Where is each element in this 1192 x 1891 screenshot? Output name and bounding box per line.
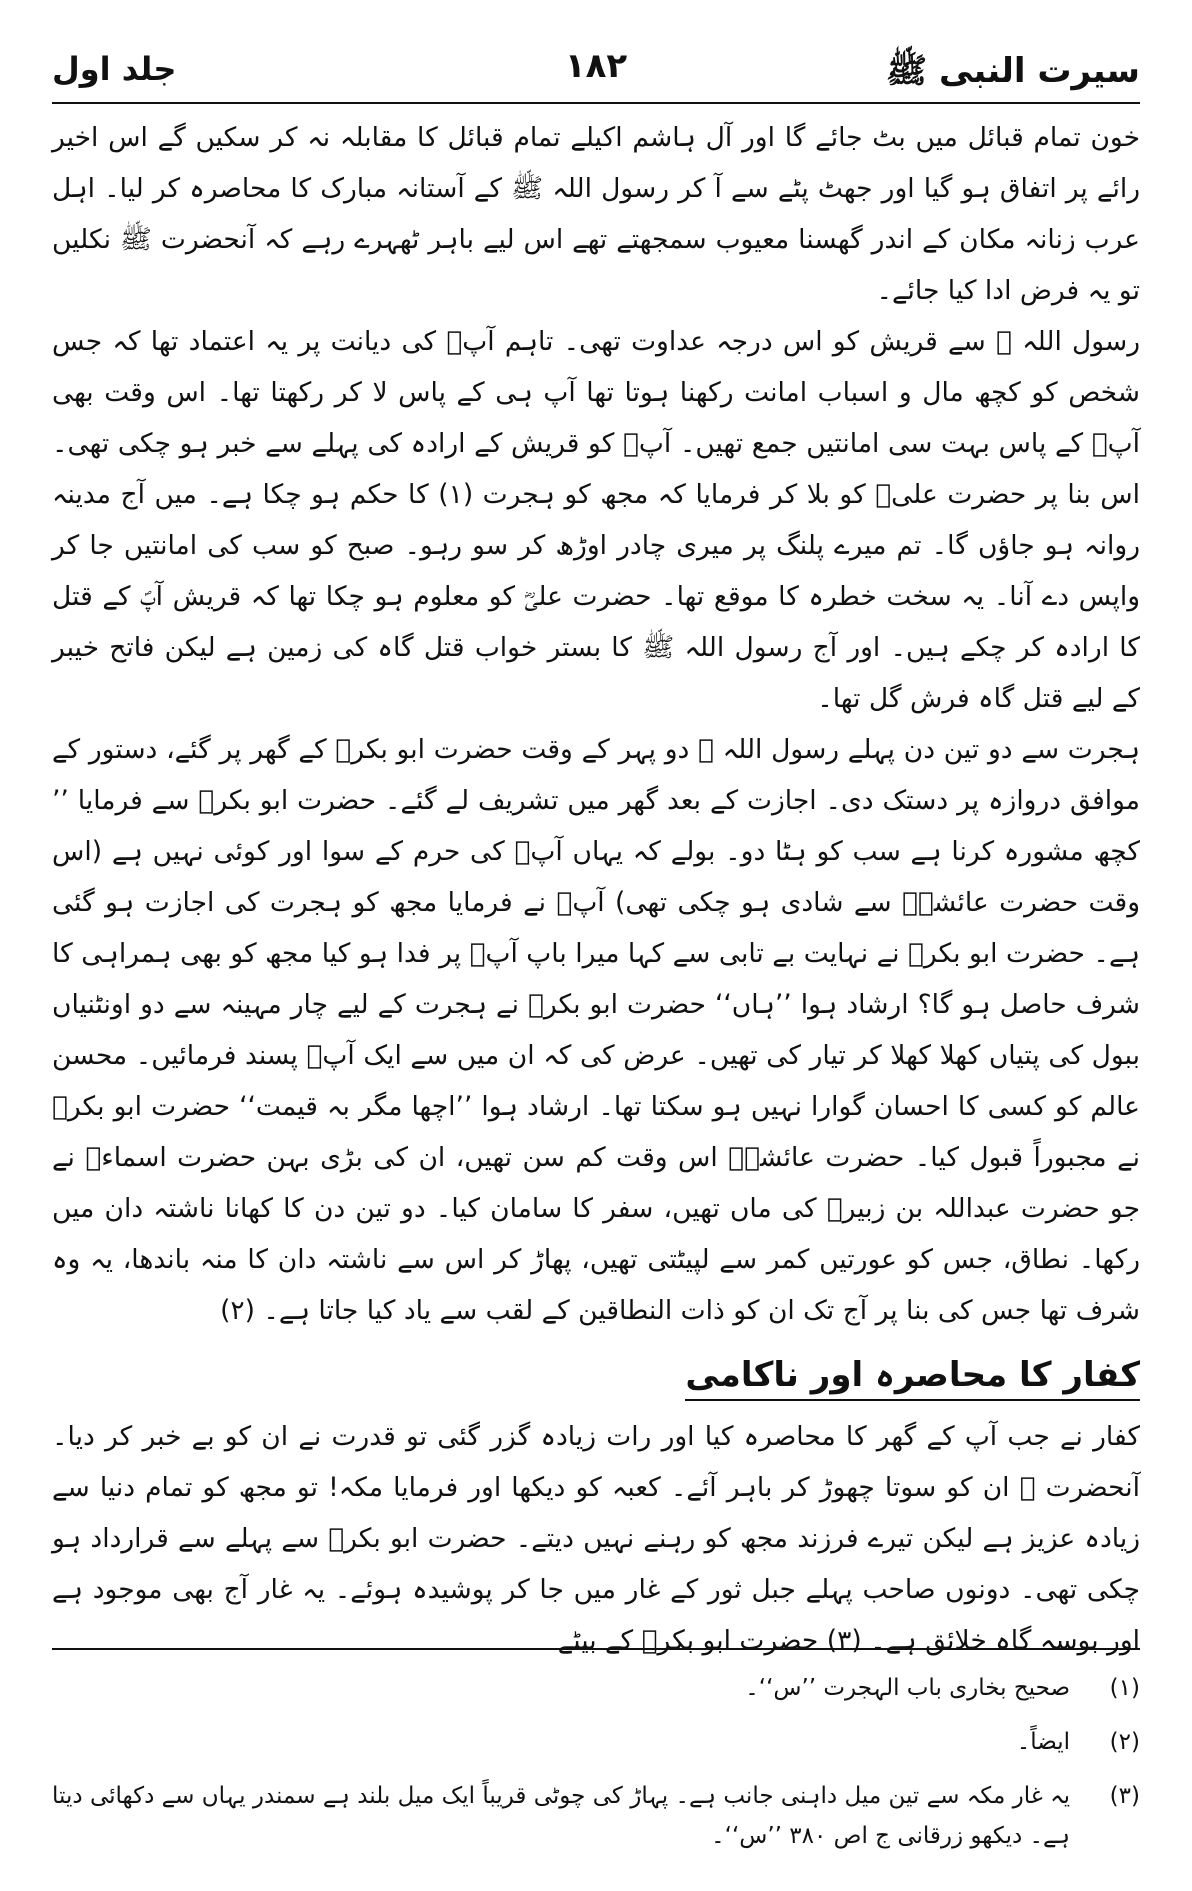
paragraph-2: رسول اللہ ﷺ سے قریش کو اس درجہ عداوت تھی۔ تاہم آپؐ کی دیانت پر یہ اعتماد تھا کہ جس شخص کو کچھ مال و اسباب امانت رکھنا ہوتا تھا آپ ہی کے پاس لا کر رکھتا تھا۔ اس وقت بھی آپؐ کے پاس بہت سی امانتیں جمع تھیں۔ آپؐ کو قریش کے ارادہ کی پہلے سے خبر ہو چکی تھی۔ اس بنا پر حضرت علیؓ کو بلا کر فرمایا کہ مجھ کو ہجرت (۱) کا حکم ہو چکا ہے۔ میں آج مدینہ روانہ ہو جاؤں گا۔ تم میرے پلنگ پر میری چادر اوڑھ کر سو رہو۔ صبح کو سب کی امانتیں جا کر واپس دے آنا۔ یہ سخت خطرہ کا موقع تھا۔ حضرت علیؓ کو معلوم ہو چکا تھا کہ قریش آپؐ کے قتل کا ارادہ کر چکے ہیں۔ اور آج رسول اللہ ﷺ کا بستر خواب قتل گاہ کی زمین ہے لیکن فاتح خیبر کے لیے قتل گاہ فرش گل تھا۔	[52, 326, 1141, 714]
page-number: ۱۸۲	[564, 46, 628, 86]
footnote-2	[52, 1722, 1140, 1762]
section-paragraph: کفار نے جب آپ کے گھر کا محاصرہ کیا اور رات زیادہ گزر گئی تو قدرت نے ان کو بے خبر کر دیا۔ آنحضرت ﷺ ان کو سوتا چھوڑ کر باہر آئے۔ کعبہ کو دیکھا اور فرمایا مکہ! تو مجھ کو تمام دنیا سے زیادہ عزیز ہے لیکن تیرے فرزند مجھ کو رہنے نہیں دیتے۔ حضرت ابو بکرؓ سے پہلے سے قرارداد ہو چکی تھی۔ دونوں صاحب پہلے جبل ثور کے غار میں جا کر پوشیدہ ہوئے۔ یہ غار آج بھی موجود ہے اور بوسہ گاہ خلائق ہے۔ (۳) حضرت ابو بکرؓ کے بیٹے	[52, 1421, 1140, 1656]
main-text	[52, 112, 1140, 1666]
footnote-1	[52, 1668, 1140, 1708]
footnotes	[52, 1668, 1140, 1870]
footnote-text: یہ غار مکہ سے تین میل داہنی جانب ہے۔ پہاڑ کی چوٹی قریباً ایک میل بلند ہے سمندر یہاں سے دکھائی دیتا ہے۔ دیکھو زرقانی ج اص ۳۸۰ ’’س‘‘۔	[52, 1783, 1070, 1849]
footnote-number: (۳)	[1109, 1783, 1140, 1809]
volume-label: جلد اول	[52, 50, 177, 88]
footnote-number: (۲)	[1109, 1729, 1140, 1755]
footnote-text: ایضاً۔	[1016, 1729, 1070, 1755]
page-header	[52, 44, 1140, 104]
section-heading-wrap	[52, 1354, 1140, 1401]
paragraph-1: خون تمام قبائل میں بٹ جائے گا اور آل ہاشم اکیلے تمام قبائل کا مقابلہ نہ کر سکیں گے اس اخیر رائے پر اتفاق ہو گیا اور جھٹ پٹے سے آ کر رسول اللہ ﷺ کے آستانہ مبارک کا محاصرہ کر لیا۔ اہل عرب زنانہ مکان کے اندر گھسنا معیوب سمجھتے تھے اس لیے باہر ٹھہرے رہے کہ آنحضرت ﷺ نکلیں تو یہ فرض ادا کیا جائے۔	[52, 122, 1140, 306]
footnote-number: (۱)	[1109, 1675, 1140, 1701]
paragraph-3: ہجرت سے دو تین دن پہلے رسول اللہ ﷺ دو پہر کے وقت حضرت ابو بکرؓ کے گھر پر گئے، دستور کے موافق دروازہ پر دستک دی۔ اجازت کے بعد گھر میں تشریف لے گئے۔ حضرت ابو بکرؓ سے فرمایا ’’ کچھ مشورہ کرنا ہے سب کو ہٹا دو۔ بولے کہ یہاں آپؐ کی حرم کے سوا اور کوئی نہیں ہے (اس وقت حضرت عائشہؓ سے شادی ہو چکی تھی) آپؐ نے فرمایا مجھ کو ہجرت کی اجازت ہو گئی ہے۔ حضرت ابو بکرؓ نے نہایت بے تابی سے کہا میرا باپ آپؐ پر فدا ہو کیا مجھ کو بھی ہمراہی کا شرف حاصل ہو گا؟ ارشاد ہوا ’’ہاں‘‘ حضرت ابو بکرؓ نے ہجرت کے لیے چار مہینہ سے دو اونٹنیاں ببول کی پتیاں کھلا کھلا کر تیار کی تھیں۔ عرض کی کہ ان میں سے ایک آپؐ پسند فرمائیں۔ محسن عالم کو کسی کا احسان گوارا نہیں ہو سکتا تھا۔ ارشاد ہوا ’’اچھا مگر بہ قیمت‘‘ حضرت ابو بکرؓ نے مجبوراً قبول کیا۔ حضرت عائشہؓ اس وقت کم سن تھیں، ان کی بڑی بہن حضرت اسماءؓ نے جو حضرت عبداللہ بن زبیرؓ کی ماں تھیں، سفر کا سامان کیا۔ دو تین دن کا کھانا ناشتہ دان میں رکھا۔ نطاق، جس کو عورتیں کمر سے لپیٹتی تھیں، پھاڑ کر اس سے ناشتہ دان کا منہ باندھا، یہ وہ شرف تھا جس کی بنا پر آج تک ان کو ذات النطاقین کے لقب سے یاد کیا جاتا ہے۔ (۲)	[52, 734, 1140, 1326]
footnote-separator	[52, 1648, 1140, 1650]
section-heading: کفار کا محاصرہ اور ناکامی	[685, 1354, 1140, 1401]
footnote-text: صحیح بخاری باب الہجرت ’’س‘‘۔	[745, 1675, 1070, 1701]
book-title: سیرت النبی ﷺ	[886, 51, 1140, 91]
footnote-3	[52, 1776, 1140, 1856]
